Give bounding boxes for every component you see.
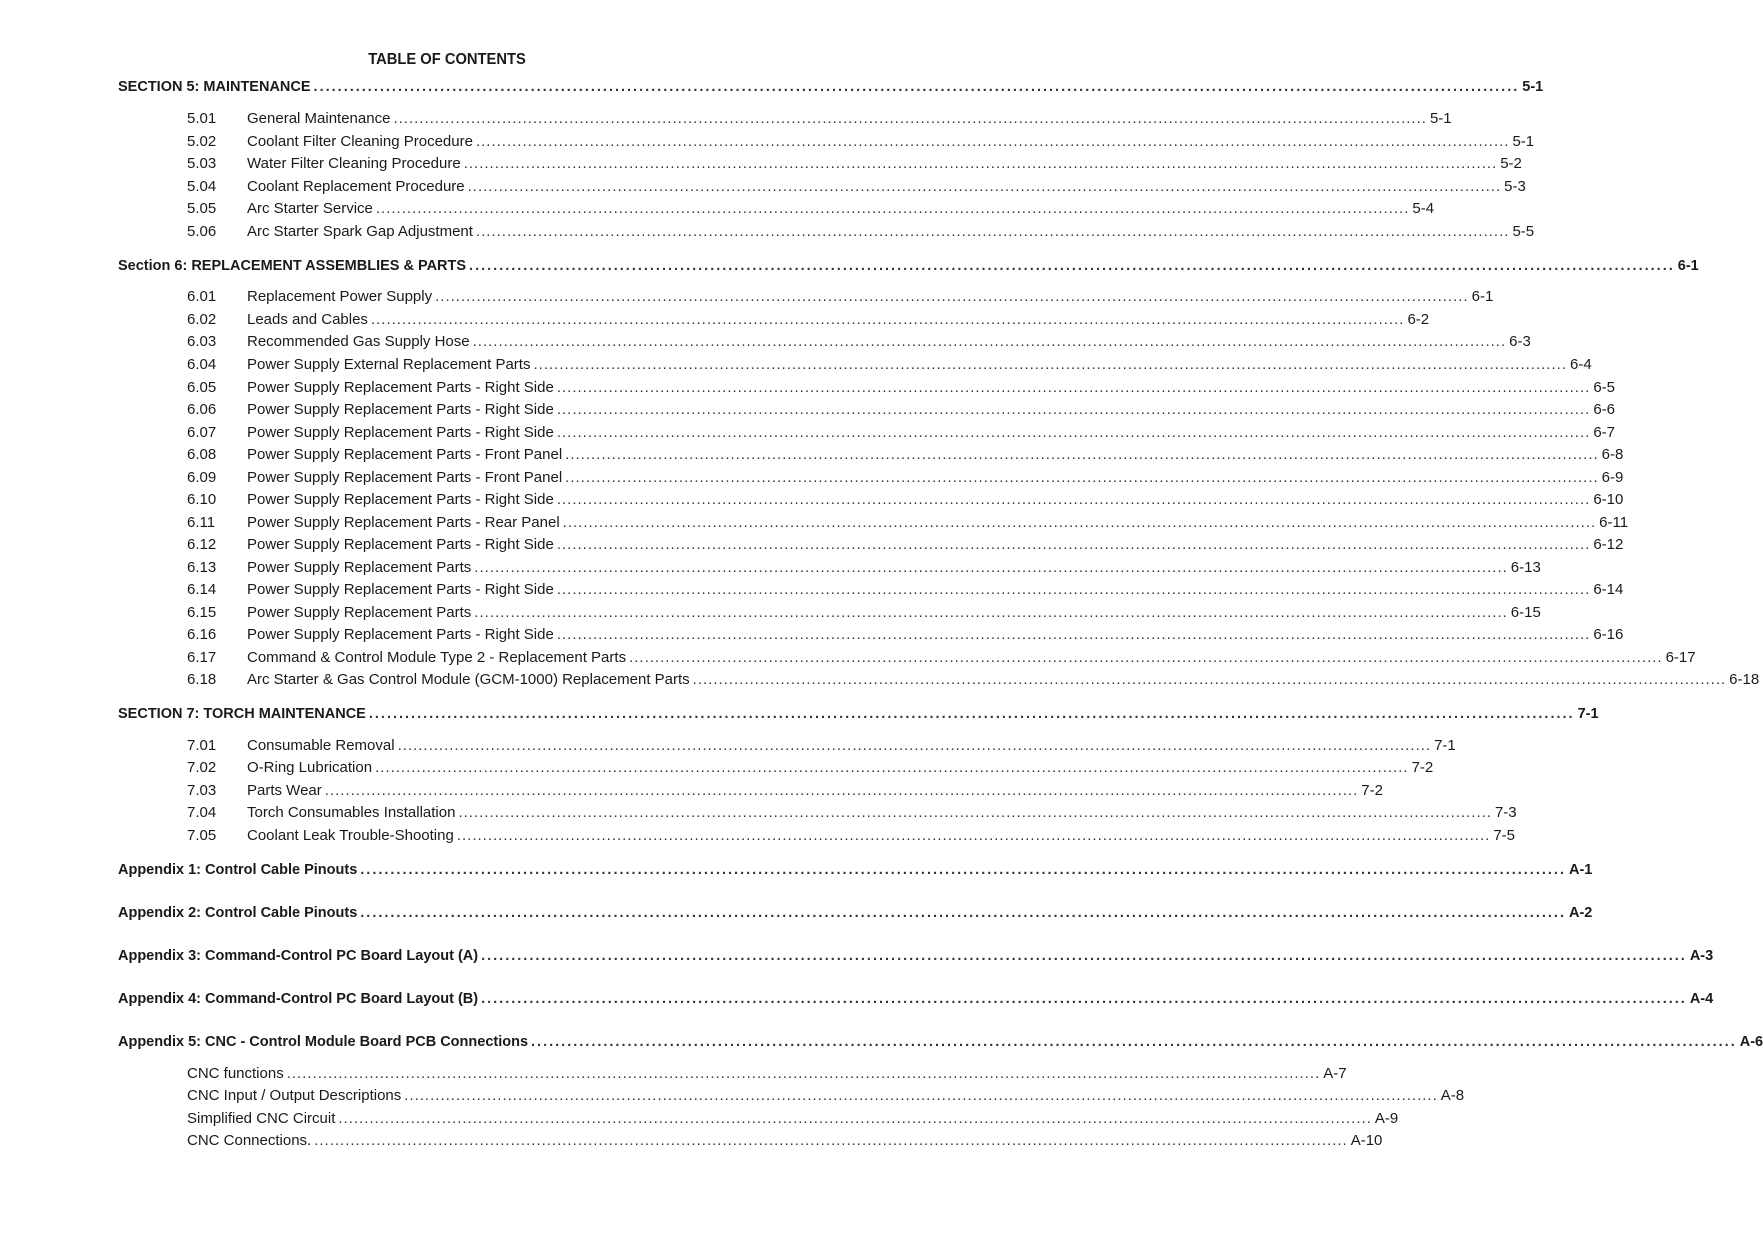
entry-page-number: 6-15 <box>1510 604 1541 621</box>
toc-subsection-entry[interactable] <box>118 822 1515 844</box>
toc-subsection-entry[interactable] <box>118 283 1494 305</box>
entry-page-number: 6-1 <box>1677 258 1699 274</box>
dot-leader: ........................................................................................................................................................................................................ <box>435 288 1469 305</box>
entry-number: 5.04 <box>187 178 217 195</box>
entry-number: 6.05 <box>187 379 217 396</box>
entry-page-number: 5-2 <box>1500 155 1522 172</box>
dot-leader: ........................................................................................................................................................................................................ <box>629 649 1663 666</box>
entry-label: Power Supply Replacement Parts <box>247 604 472 621</box>
entry-page-number: 6-1 <box>1471 288 1494 305</box>
dot-leader: ........................................................................................................................................................................................................ <box>393 110 1427 127</box>
toc-section-entry[interactable] <box>118 700 1599 722</box>
entry-page-number: 6-14 <box>1593 581 1624 598</box>
dot-leader: ........................................................................................................................................................................................................ <box>397 737 1432 754</box>
toc-section-entry[interactable] <box>118 985 1714 1007</box>
dot-leader: ........................................................................................................................................................................................................ <box>458 804 1492 821</box>
entry-page-number: 5-1 <box>1429 110 1452 127</box>
dot-leader: ........................................................................................................................................................................................................ <box>556 379 1591 396</box>
entry-number: 7.02 <box>187 759 217 776</box>
entry-label: SECTION 5: MAINTENANCE <box>118 79 311 95</box>
entry-label: Consumable Removal <box>247 737 395 754</box>
entry-page-number: A-8 <box>1440 1087 1465 1104</box>
entry-page-number: 6-6 <box>1593 401 1615 418</box>
entry-label: Command & Control Module Type 2 - Replacement Parts <box>247 649 627 666</box>
entry-page-number: A-1 <box>1568 862 1593 878</box>
entry-label: Power Supply Replacement Parts - Right Side <box>247 424 554 441</box>
toc-subsection-entry[interactable] <box>118 777 1383 799</box>
entry-number: 7.05 <box>187 827 217 844</box>
entry-label: Recommended Gas Supply Hose <box>247 333 470 350</box>
dot-leader: ........................................................................................................................................................................................................ <box>467 178 1502 195</box>
entry-page-number: 6-16 <box>1593 626 1624 643</box>
dot-leader: ........................................................................................................................................................................................................ <box>692 671 1727 688</box>
entry-page-number: 6-12 <box>1593 536 1624 553</box>
entry-page-number: 6-7 <box>1593 424 1615 441</box>
entry-page-number: A-2 <box>1568 905 1593 921</box>
dot-leader: ........................................................................................................................................................................................................ <box>370 311 1405 328</box>
entry-number: 6.18 <box>187 671 217 688</box>
entry-label: General Maintenance <box>247 110 391 127</box>
entry-page-number: 5-5 <box>1512 223 1535 240</box>
entry-label: Water Filter Cleaning Procedure <box>247 155 461 172</box>
entry-number: 6.06 <box>187 401 217 418</box>
entry-number: 5.01 <box>187 110 217 127</box>
toc-subsection-entry[interactable] <box>118 486 1624 508</box>
entry-number: 5.03 <box>187 155 217 172</box>
entry-number: 5.06 <box>187 223 217 240</box>
dot-leader: ........................................................................................................................................................................................................ <box>474 559 1508 576</box>
entry-number: 6.02 <box>187 311 217 328</box>
dot-leader: ........................................................................................................................................................................................................ <box>472 333 1507 350</box>
toc-subsection-entry[interactable] <box>118 128 1535 150</box>
toc-subsection-entry[interactable] <box>118 328 1531 350</box>
entry-label: Appendix 2: Control Cable Pinouts <box>118 905 358 921</box>
entry-page-number: 6-8 <box>1601 446 1624 463</box>
toc-subsection-entry[interactable] <box>118 195 1435 217</box>
entry-page-number: 6-4 <box>1569 356 1592 373</box>
toc-subsection-entry[interactable] <box>118 374 1615 396</box>
entry-label: Appendix 4: Command-Control PC Board Layout (B) <box>118 991 479 1007</box>
dot-leader: ........................................................................................................................................................................................................ <box>565 446 1599 463</box>
dot-leader: ........................................................................................................................................................................................................ <box>481 991 1687 1007</box>
toc-subsection-entry[interactable] <box>118 666 1760 688</box>
entry-number: 6.11 <box>187 514 216 531</box>
entry-number: 6.09 <box>187 469 217 486</box>
entry-number: 6.03 <box>187 333 217 350</box>
dot-leader: ........................................................................................................................................................................................................ <box>531 1034 1737 1050</box>
entry-label: Power Supply Replacement Parts - Front Panel <box>247 446 563 463</box>
entry-label: Coolant Filter Cleaning Procedure <box>247 133 473 150</box>
toc-subsection-entry[interactable] <box>118 509 1629 531</box>
entry-page-number: 6-3 <box>1509 333 1531 350</box>
entry-label: Power Supply Replacement Parts - Front Panel <box>247 469 563 486</box>
entry-number: 7.04 <box>187 804 217 821</box>
toc-subsection-entry[interactable] <box>118 306 1430 328</box>
entry-page-number: 5-4 <box>1412 200 1435 217</box>
entry-label: Power Supply Replacement Parts - Right Side <box>247 581 554 598</box>
entry-label: Appendix 5: CNC - Control Module Board PCB Connections <box>118 1034 529 1050</box>
toc-section-entry[interactable] <box>118 1028 1763 1050</box>
dot-leader: ........................................................................................................................................................................................................ <box>474 604 1508 621</box>
dot-leader: ........................................................................................................................................................................................................ <box>360 905 1566 921</box>
toc-subsection-entry[interactable] <box>118 396 1615 418</box>
entry-number: 6.17 <box>187 649 217 666</box>
toc-section-entry[interactable] <box>118 73 1544 95</box>
entry-page-number: A-7 <box>1323 1065 1347 1082</box>
dot-leader: ........................................................................................................................................................................................................ <box>375 759 1409 776</box>
entry-page-number: A-9 <box>1374 1110 1399 1127</box>
entry-page-number: 7-3 <box>1494 804 1517 821</box>
entry-page-number: 6-13 <box>1510 559 1541 576</box>
entry-page-number: A-6 <box>1739 1034 1763 1050</box>
dot-leader: ........................................................................................................................................................................................................ <box>456 827 1491 844</box>
toc-subsection-entry[interactable] <box>118 441 1624 463</box>
dot-leader: ........................................................................................................................................................................................................ <box>475 223 1510 240</box>
entry-number: 6.15 <box>187 604 217 621</box>
dot-leader: ........................................................................................................................................................................................................ <box>375 200 1410 217</box>
entry-number: 7.01 <box>187 737 217 754</box>
entry-label: Power Supply Replacement Parts - Right Side <box>247 491 554 508</box>
entry-label: Parts Wear <box>247 782 322 799</box>
entry-page-number: 6-2 <box>1407 311 1430 328</box>
toc-subsection-entry[interactable] <box>118 173 1526 195</box>
entry-label: CNC Connections. <box>187 1132 312 1149</box>
entry-label: Power Supply Replacement Parts - Rear Panel <box>247 514 560 531</box>
dot-leader: ........................................................................................................................................................................................................ <box>314 1132 1348 1149</box>
dot-leader: ........................................................................................................................................................................................................ <box>556 626 1591 643</box>
entry-page-number: 5-3 <box>1504 178 1526 195</box>
entry-label: Arc Starter Service <box>247 200 373 217</box>
toc-subsection-entry[interactable] <box>118 218 1535 240</box>
entry-label: Coolant Leak Trouble-Shooting <box>247 827 454 844</box>
entry-label: Power Supply Replacement Parts - Right Side <box>247 401 554 418</box>
entry-page-number: A-4 <box>1689 991 1714 1007</box>
entry-page-number: 5-1 <box>1512 133 1535 150</box>
entry-label: Arc Starter Spark Gap Adjustment <box>247 223 473 240</box>
entry-label: Section 6: REPLACEMENT ASSEMBLIES & PARTS <box>118 258 467 274</box>
dot-leader: ........................................................................................................................................................................................................ <box>286 1065 1321 1082</box>
dot-leader: ........................................................................................................................................................................................................ <box>313 79 1520 95</box>
entry-label: Replacement Power Supply <box>247 288 433 305</box>
toc-subsection-entry[interactable] <box>118 531 1624 553</box>
toc-subsection-entry[interactable] <box>118 464 1624 486</box>
entry-label: SECTION 7: TORCH MAINTENANCE <box>118 706 366 722</box>
toc-title: TABLE OF CONTENTS <box>368 51 526 68</box>
entry-label: O-Ring Lubrication <box>247 759 373 776</box>
entry-number: 6.14 <box>187 581 217 598</box>
toc-subsection-entry[interactable] <box>118 1082 1465 1104</box>
entry-label: Arc Starter & Gas Control Module (GCM-1000) Replacement Parts <box>247 671 690 688</box>
entry-label: Power Supply Replacement Parts - Right Side <box>247 626 554 643</box>
entry-number: 6.12 <box>187 536 217 553</box>
toc-section-entry[interactable] <box>118 856 1593 878</box>
entry-page-number: A-3 <box>1689 948 1714 964</box>
dot-leader: ........................................................................................................................................................................................................ <box>533 356 1567 373</box>
entry-page-number: 6-17 <box>1665 649 1696 666</box>
toc-section-entry[interactable] <box>118 942 1714 964</box>
entry-number: 6.16 <box>187 626 217 643</box>
entry-label: Power Supply Replacement Parts <box>247 559 472 576</box>
toc-subsection-entry[interactable] <box>118 732 1456 754</box>
entry-page-number: 7-2 <box>1411 759 1434 776</box>
toc-subsection-entry[interactable] <box>118 754 1434 776</box>
entry-number: 5.02 <box>187 133 217 150</box>
dot-leader: ........................................................................................................................................................................................................ <box>338 1110 1372 1127</box>
entry-label: Leads and Cables <box>247 311 368 328</box>
dot-leader: ........................................................................................................................................................................................................ <box>565 469 1599 486</box>
entry-page-number: 7-2 <box>1361 782 1383 799</box>
entry-page-number: 7-1 <box>1434 737 1456 754</box>
entry-label: Power Supply Replacement Parts - Right Side <box>247 536 554 553</box>
dot-leader: ........................................................................................................................................................................................................ <box>562 514 1597 531</box>
toc-section-entry[interactable] <box>118 899 1593 921</box>
toc-subsection-entry[interactable] <box>118 554 1541 576</box>
toc-subsection-entry[interactable] <box>118 621 1624 643</box>
dot-leader: ........................................................................................................................................................................................................ <box>481 948 1687 964</box>
dot-leader: ........................................................................................................................................................................................................ <box>475 133 1510 150</box>
toc-subsection-entry[interactable] <box>118 419 1615 441</box>
toc-subsection-entry[interactable] <box>118 576 1624 598</box>
entry-number: 6.04 <box>187 356 217 373</box>
toc-section-entry[interactable] <box>118 252 1699 274</box>
entry-label: Appendix 3: Command-Control PC Board Layout (A) <box>118 948 479 964</box>
dot-leader: ........................................................................................................................................................................................................ <box>368 706 1575 722</box>
entry-page-number: 6-10 <box>1593 491 1624 508</box>
entry-page-number: 6-11 <box>1599 514 1629 531</box>
dot-leader: ........................................................................................................................................................................................................ <box>556 581 1591 598</box>
entry-page-number: 6-5 <box>1593 379 1615 396</box>
dot-leader: ........................................................................................................................................................................................................ <box>463 155 1498 172</box>
entry-page-number: A-10 <box>1350 1132 1383 1149</box>
toc-subsection-entry[interactable] <box>118 105 1452 127</box>
entry-label: Simplified CNC Circuit <box>187 1110 336 1127</box>
dot-leader: ........................................................................................................................................................................................................ <box>404 1087 1438 1104</box>
entry-number: 6.07 <box>187 424 217 441</box>
toc-subsection-entry[interactable] <box>118 1060 1347 1082</box>
toc-subsection-entry[interactable] <box>118 599 1541 621</box>
toc-subsection-entry[interactable] <box>118 150 1522 172</box>
entry-number: 6.13 <box>187 559 217 576</box>
entry-page-number: 5-1 <box>1522 79 1544 95</box>
entry-page-number: 7-5 <box>1493 827 1515 844</box>
entry-number: 6.01 <box>187 288 217 305</box>
dot-leader: ........................................................................................................................................................................................................ <box>324 782 1359 799</box>
entry-page-number: 6-9 <box>1601 469 1624 486</box>
dot-leader: ........................................................................................................................................................................................................ <box>556 424 1591 441</box>
entry-label: Power Supply External Replacement Parts <box>247 356 531 373</box>
entry-label: Power Supply Replacement Parts - Right Side <box>247 379 554 396</box>
entry-label: Appendix 1: Control Cable Pinouts <box>118 862 358 878</box>
dot-leader: ........................................................................................................................................................................................................ <box>360 862 1566 878</box>
dot-leader: ........................................................................................................................................................................................................ <box>556 401 1591 418</box>
entry-label: Coolant Replacement Procedure <box>247 178 465 195</box>
entry-label: Torch Consumables Installation <box>247 804 456 821</box>
dot-leader: ........................................................................................................................................................................................................ <box>556 536 1591 553</box>
entry-label: CNC functions <box>187 1065 284 1082</box>
entry-number: 5.05 <box>187 200 217 217</box>
toc-subsection-entry[interactable] <box>118 1105 1399 1127</box>
entry-number: 6.10 <box>187 491 217 508</box>
dot-leader: ........................................................................................................................................................................................................ <box>556 491 1591 508</box>
dot-leader: ........................................................................................................................................................................................................ <box>469 258 1675 274</box>
entry-number: 6.08 <box>187 446 217 463</box>
toc-subsection-entry[interactable] <box>118 644 1696 666</box>
entry-page-number: 6-18 <box>1729 671 1760 688</box>
toc-subsection-entry[interactable] <box>118 1127 1383 1149</box>
entry-page-number: 7-1 <box>1577 706 1599 722</box>
toc-subsection-entry[interactable] <box>118 351 1592 373</box>
entry-label: CNC Input / Output Descriptions <box>187 1087 402 1104</box>
toc-subsection-entry[interactable] <box>118 799 1517 821</box>
entry-number: 7.03 <box>187 782 217 799</box>
